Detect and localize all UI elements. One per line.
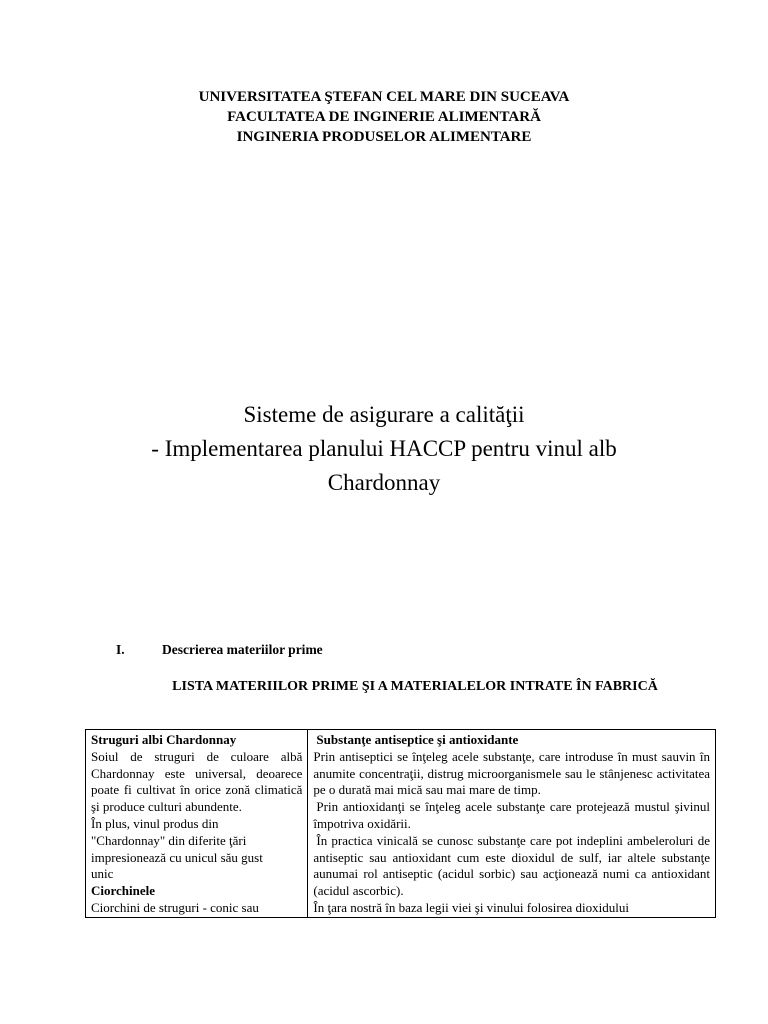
table-cell-grapes: [86, 730, 308, 918]
cell-heading-antiseptics: Substanţe antiseptice şi antioxidante: [316, 732, 519, 747]
grapes-note-line-1: În plus, vinul produs din: [91, 815, 219, 831]
antiseptics-definition: Prin antiseptici se înţeleg acele substanţe, care introduse în must sauvin în anumite concentraţii, distrug microorganismele sau le stânjenesc activitatea pe o durată mai mică sau mai mare de timp.: [313, 748, 710, 798]
cell-heading-bunches: Ciorchinele: [91, 883, 156, 899]
section-number: I.: [116, 642, 125, 657]
table-cell-antiseptics: [308, 730, 716, 918]
department-name: INGINERIA PRODUSELOR ALIMENTARE: [236, 129, 532, 145]
cell-heading-grapes: Struguri albi Chardonnay: [91, 732, 237, 747]
list-title: LISTA MATERIILOR PRIME ŞI A MATERIALELOR INTRATE ÎN FABRICĂ: [172, 679, 658, 694]
bunches-description: [91, 900, 302, 917]
section-heading: [116, 641, 323, 659]
winemaking-practice: În practica vinicală se cunosc substanţe care pot indeplini ambeleroluri de antiseptic sau antioxidant cum este dioxidul de sulf, iar altele substanţe aunumai rol antiseptic (acidul sorbic) sau acţionează numi ca antioxidant (acidul ascorbic).: [313, 832, 710, 899]
title-line-1: Sisteme de asigurare a calităţii: [243, 402, 525, 427]
university-name: UNIVERSITATEA ŞTEFAN CEL MARE DIN SUCEAVA: [198, 89, 570, 105]
grapes-note-line-2: "Chardonnay" din diferite ţări: [91, 832, 247, 848]
institution-header: [0, 87, 768, 147]
table-row: [86, 730, 716, 918]
title-line-2: - Implementarea planului HACCP pentru vinul alb: [151, 436, 617, 461]
faculty-name: FACULTATEA DE INGINERIE ALIMENTARĂ: [227, 109, 541, 125]
grapes-note-line-3: impresionează cu unicul său gust: [91, 849, 263, 865]
document-title: [0, 398, 768, 500]
grapes-note-line-4: unic: [91, 866, 114, 882]
section-title: Descrierea materiilor prime: [162, 642, 323, 657]
materials-table: [85, 729, 716, 918]
grapes-note: [91, 816, 302, 883]
law-note-line-1: În ţara nostră în baza legii viei şi vinului folosirea dioxidului: [313, 899, 629, 915]
grapes-description: Soiul de struguri de culoare albă Chardonnay este universal, deoarece poate fi cultivat în orice zonă climatică şi produce culturi abundente.: [91, 748, 303, 815]
law-note: [313, 900, 710, 917]
bunches-line-1: Ciorchini de struguri - conic sau: [91, 899, 259, 915]
antioxidants-definition: Prin antioxidanţi se înţeleg acele substanţe care protejează mustul şivinul împotriva oxidării.: [313, 799, 710, 831]
title-line-3: Chardonnay: [327, 470, 441, 495]
